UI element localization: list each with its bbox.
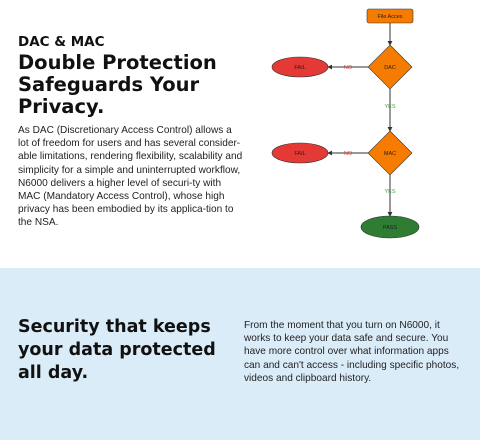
section-headline: Double Protection Safeguards Your Privacy. — [18, 51, 217, 118]
security-section — [0, 268, 480, 440]
node-fail-2-label: FAIL — [294, 151, 306, 157]
security-body: From the moment that you turn on N6000, it works to keep your data safe and secure. You have more control over what information apps can and can't access - including specific photos, videos and clipboard history. — [244, 320, 460, 384]
edge-label-no-2: NO — [343, 151, 353, 157]
edge-label-yes-1: YES — [384, 104, 396, 110]
access-control-flowchart — [262, 0, 480, 268]
edge-label-yes-2: YES — [384, 189, 396, 195]
node-fail-1-label: FAIL — [294, 65, 306, 71]
node-dac-label: DAC — [384, 65, 396, 71]
edge-label-no-1: NO — [343, 65, 353, 71]
section-body: As DAC (Discretionary Access Control) allows a lot of freedom for users and has several consider-able limitations, rendering flexibility, scalability and simplicity for a simple and uninterrupted workflow, N6000 delivers a higher level of securi-ty with MAC (Mandatory Access Control), whose high privacy has been embodied by its applica-tion to the NSA. — [18, 125, 243, 229]
security-title: Security that keeps your data protected all day. — [18, 317, 216, 383]
node-pass-label: PASS — [382, 225, 398, 231]
node-start-label: File Acces — [377, 14, 403, 20]
section-eyebrow: DAC & MAC — [18, 34, 105, 50]
node-mac-label: MAC — [383, 151, 397, 157]
